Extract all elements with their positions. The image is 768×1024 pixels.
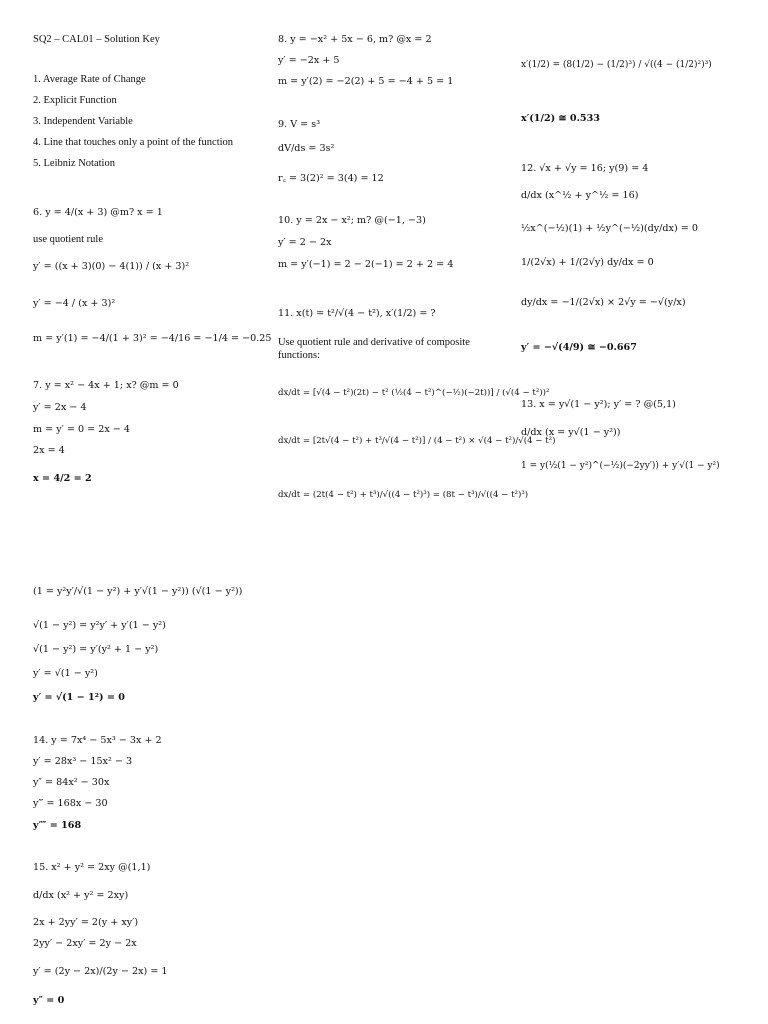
- problem-6-step-1: y′ = ((x + 3)(0) − 4(1)) / (x + 3)²: [33, 261, 190, 272]
- problem-13-statement: 13. x = y√(1 − y²); y′ = ? @(5,1): [521, 399, 676, 410]
- problem-12-statement: 12. √x + √y = 16; y(9) = 4: [521, 163, 649, 174]
- problem-9-statement: 9. V = s³: [278, 119, 321, 130]
- problem-7-statement: 7. y = x² − 4x + 1; x? @m = 0: [33, 380, 179, 391]
- problem-10-statement: 10. y = 2x − x²; m? @(−1, −3): [278, 215, 426, 226]
- definition-4: 4. Line that touches only a point of the function: [33, 137, 234, 148]
- problem-11-step-4: x′(1/2) = (8(1/2) − (1/2)³) / √((4 − (1/2)²)³): [521, 60, 712, 70]
- definition-2: 2. Explicit Function: [33, 95, 117, 106]
- problem-11-statement: 11. x(t) = t²/√(4 − t²), x′(1/2) = ?: [278, 308, 436, 319]
- problem-15-step-3: 2yy′ − 2xy′ = 2y − 2x: [33, 938, 137, 949]
- problem-12-step-4: dy/dx = −1/(2√x) × 2√y = −√(y/x): [521, 297, 686, 308]
- problem-6-step-3: m = y′(1) = −4/(1 + 3)² = −4/16 = −1/4 = −0.25: [33, 333, 272, 344]
- problem-13-step-4: √(1 − y²) = y²y′ + y′(1 − y²): [33, 620, 166, 631]
- problem-11-step-1: dx/dt = [√(4 − t²)(2t) − t² (½(4 − t²)^(−½)(−2t))] / (√(4 − t²))²: [278, 388, 550, 398]
- problem-6-note: use quotient rule: [33, 234, 103, 245]
- problem-11-step-3: dx/dt = (2t(4 − t²) + t³)/√((4 − t²)³) = (8t − t³)/√((4 − t²)³): [278, 490, 529, 500]
- problem-7-answer: x = 4/2 = 2: [33, 473, 92, 484]
- problem-10-answer: m = y′(−1) = 2 − 2(−1) = 2 + 2 = 4: [278, 259, 454, 270]
- problem-15-step-1: d/dx (x² + y² = 2xy): [33, 890, 129, 901]
- definition-5: 5. Leibniz Notation: [33, 158, 115, 169]
- problem-10-step-1: y′ = 2 − 2x: [278, 237, 332, 248]
- problem-14-step-3: y‴ = 168x − 30: [33, 798, 108, 809]
- problem-15-answer: y″ = 0: [33, 995, 65, 1006]
- problem-7-step-3: 2x = 4: [33, 445, 65, 456]
- problem-9-answer: r꜀ = 3(2)² = 3(4) = 12: [278, 173, 384, 184]
- problem-13-step-2: 1 = y(½(1 − y²)^(−½)(−2yy′)) + y′√(1 − y²): [521, 461, 720, 471]
- problem-13-step-3: (1 = y²y′/√(1 − y²) + y′√(1 − y²)) (√(1 − y²)): [33, 586, 243, 597]
- problem-14-step-2: y″ = 84x² − 30x: [33, 777, 110, 788]
- problem-12-step-2: ½x^(−½)(1) + ½y^(−½)(dy/dx) = 0: [521, 223, 698, 234]
- problem-13-answer: y′ = √(1 − 1²) = 0: [33, 692, 125, 703]
- problem-8-step-1: y′ = −2x + 5: [278, 55, 340, 66]
- problem-13-step-5: √(1 − y²) = y′(y² + 1 − y²): [33, 644, 159, 655]
- definition-3: 3. Independent Variable: [33, 116, 133, 127]
- page-title: SQ2 – CAL01 – Solution Key: [33, 34, 160, 45]
- problem-12-step-3: 1/(2√x) + 1/(2√y) dy/dx = 0: [521, 257, 654, 268]
- problem-11-note: Use quotient rule and derivative of composite functions:: [278, 337, 470, 361]
- problem-15-step-4: y′ = (2y − 2x)/(2y − 2x) = 1: [33, 966, 168, 977]
- problem-7-step-2: m = y′ = 0 = 2x − 4: [33, 424, 130, 435]
- problem-7-step-1: y′ = 2x − 4: [33, 402, 87, 413]
- problem-14-step-1: y′ = 28x³ − 15x² − 3: [33, 756, 133, 767]
- problem-15-step-2: 2x + 2yy′ = 2(y + xy′): [33, 917, 139, 928]
- problem-8-statement: 8. y = −x² + 5x − 6, m? @x = 2: [278, 34, 432, 45]
- problem-14-statement: 14. y = 7x⁴ − 5x³ − 3x + 2: [33, 735, 162, 746]
- problem-13-step-6: y′ = √(1 − y²): [33, 668, 98, 679]
- problem-13-step-1: d/dx (x = y√(1 − y²)): [521, 427, 621, 438]
- problem-15-statement: 15. x² + y² = 2xy @(1,1): [33, 862, 151, 873]
- problem-11-step-2: dx/dt = [2t√(4 − t²) + t³/√(4 − t²)] / (4 − t²) × √(4 − t²)/√(4 − t²): [278, 436, 556, 446]
- problem-8-answer: m = y′(2) = −2(2) + 5 = −4 + 5 = 1: [278, 76, 454, 87]
- problem-6-step-2: y′ = −4 / (x + 3)²: [33, 298, 116, 309]
- problem-14-answer: y⁗ = 168: [33, 820, 82, 831]
- problem-6-statement: 6. y = 4/(x + 3) @m? x = 1: [33, 207, 163, 218]
- problem-12-answer: y′ = −√(4/9) ≅ −0.667: [521, 342, 637, 353]
- definition-1: 1. Average Rate of Change: [33, 74, 146, 85]
- problem-9-step-1: dV/ds = 3s²: [278, 143, 335, 154]
- problem-11-answer: x′(1/2) ≅ 0.533: [521, 113, 600, 124]
- problem-12-step-1: d/dx (x^½ + y^½ = 16): [521, 190, 639, 201]
